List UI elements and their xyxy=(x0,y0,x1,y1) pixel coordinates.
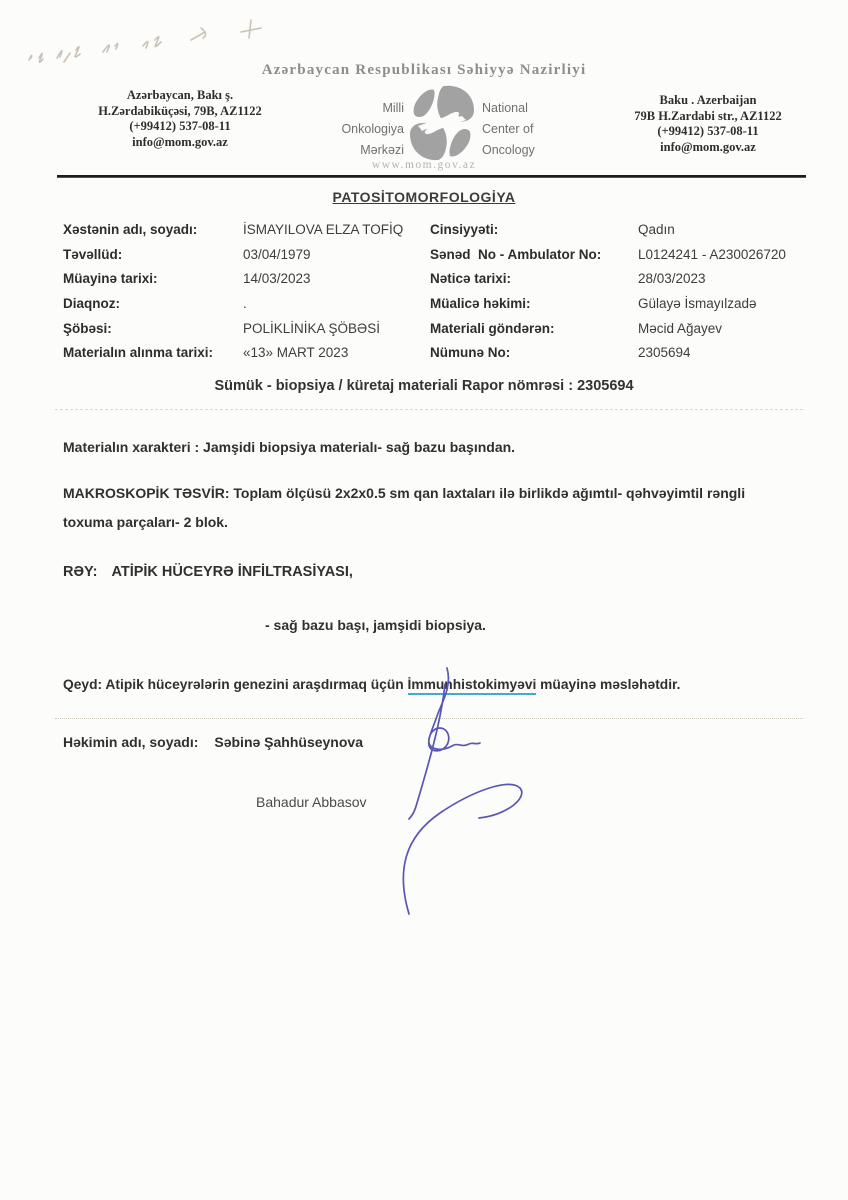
field-label: Nümunə No: xyxy=(430,345,511,360)
field-value: 28/03/2023 xyxy=(638,271,706,286)
doctor-label: Həkimin adı, soyadı: xyxy=(63,734,199,750)
logo-name-az: Milli Onkologiya Mərkəzi xyxy=(341,101,404,157)
conclusion-label: RƏY: xyxy=(63,564,98,580)
second-doctor-name: Bahadur Abbasov xyxy=(256,794,367,810)
document-title: PATOSİTOMORFOLOGİYA xyxy=(332,189,516,205)
field-value: 2305694 xyxy=(638,345,691,360)
info-row xyxy=(0,247,848,265)
field-label: Materialın alınma tarixi: xyxy=(63,345,214,360)
field-label: Müayinə tarixi: xyxy=(63,271,158,286)
conclusion-detail: - sağ bazu başı, jamşidi biopsiya. xyxy=(265,617,486,633)
field-value: 03/04/1979 xyxy=(243,247,311,262)
address-line: info@mom.gov.az xyxy=(660,139,756,154)
note-prefix: Qeyd: Atipik hüceyrələrin genezini araşdırmaq üçün xyxy=(63,677,408,692)
info-row xyxy=(0,321,848,339)
field-value: «13» MART 2023 xyxy=(243,345,349,360)
field-value: POLİKLİNİKA ŞÖBƏSİ xyxy=(243,321,380,336)
address-line: (+99412) 537-08-11 xyxy=(657,124,759,138)
address-line: (+99412) 537-08-11 xyxy=(129,119,231,133)
macroscopic-description: MAKROSKOPİK TƏSVİR: Toplam ölçüsü 2x2x0.5 sm qan laxtaları ilə birlikdə ağımtıl- qəhvəyimtil rəngli toxuma parçaları- 2 blok. xyxy=(63,485,746,530)
note-suffix: müayinə məsləhətdir. xyxy=(536,677,681,692)
separator xyxy=(55,409,803,410)
field-value: L0124241 - A230026720 xyxy=(638,247,786,262)
field-value: 14/03/2023 xyxy=(243,271,311,286)
field-label: Müalicə həkimi: xyxy=(430,296,531,311)
address-line: H.Zərdabiküçəsi, 79B, AZ1122 xyxy=(98,103,262,118)
info-row xyxy=(0,222,848,240)
field-value: Qadın xyxy=(638,222,675,237)
field-label: Xəstənin adı, soyadı: xyxy=(63,222,198,237)
address-line: Baku . Azerbaijan xyxy=(659,93,757,107)
website-url: www.mom.gov.az xyxy=(371,159,477,171)
logo-name-en: National Center of Oncology xyxy=(482,101,535,157)
field-label: Təvəllüd: xyxy=(63,247,123,262)
field-label: Materiali göndərən: xyxy=(430,321,555,336)
field-value: Məcid Ağayev xyxy=(638,321,723,336)
field-label: Şöbəsi: xyxy=(63,321,112,336)
address-line: 79B H.Zardabi str., AZ1122 xyxy=(634,108,782,123)
field-label: Cinsiyyəti: xyxy=(430,222,499,237)
field-value: . xyxy=(243,296,247,311)
address-az xyxy=(70,88,290,150)
address-line: info@mom.gov.az xyxy=(132,134,228,149)
field-label: Nəticə tarixi: xyxy=(430,271,512,286)
address-line: Azərbaycan, Bakı ş. xyxy=(126,88,234,102)
doctor-name: Səbinə Şahhüseynova xyxy=(214,734,363,750)
info-row xyxy=(0,345,848,363)
info-row xyxy=(0,271,848,289)
conclusion-text: ATİPİK HÜCEYRƏ İNFİLTRASİYASI, xyxy=(111,564,353,580)
address-en xyxy=(598,93,818,155)
material-character: Materialın xarakteri : Jamşidi biopsiya materialı- sağ bazu başından. xyxy=(63,439,516,455)
header-divider xyxy=(57,175,806,178)
pen-signature xyxy=(385,650,550,925)
conclusion xyxy=(63,564,785,580)
report-heading: Sümük - biopsiya / küretaj materiali Rapor nömrəsi : 2305694 xyxy=(214,378,634,394)
field-label: Diaqnoz: xyxy=(63,296,120,311)
field-label: Sənəd No - Ambulator No: xyxy=(430,247,602,262)
field-value: Gülayə İsmayılzadə xyxy=(638,296,757,311)
ministry-title: Azərbaycan Respublikası Səhiyyə Nazirliyi xyxy=(261,62,587,78)
info-row xyxy=(0,296,848,314)
note-underlined-term: İmmunhistokimyəvi xyxy=(408,677,537,695)
field-value: İSMAYILOVA ELZA TOFİQ xyxy=(243,222,404,237)
hands-emblem-icon xyxy=(408,84,476,162)
